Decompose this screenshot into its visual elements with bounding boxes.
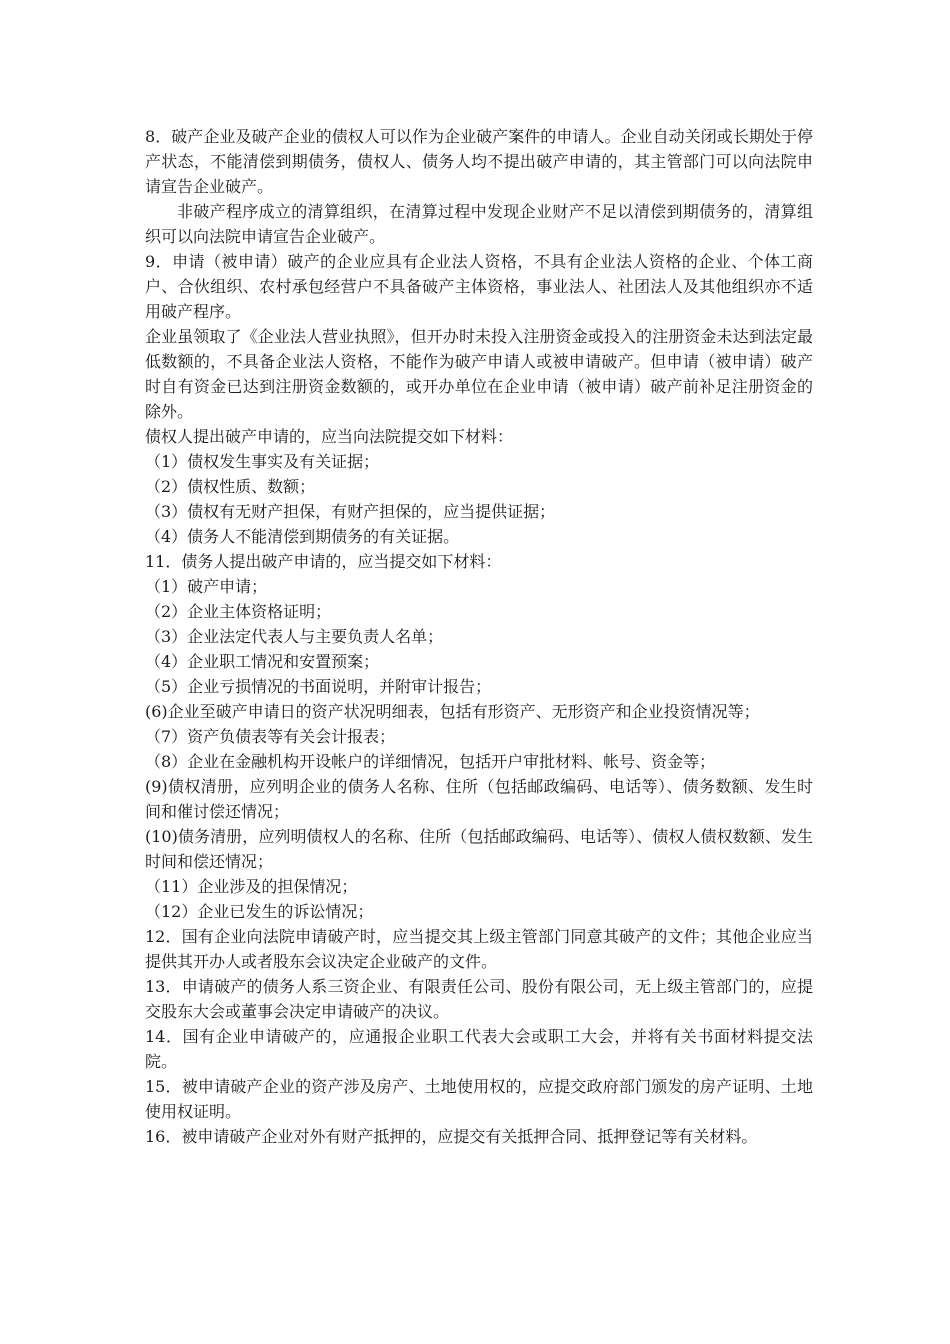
list-item-creditor-1: （1）债权发生事实及有关证据； bbox=[145, 452, 380, 471]
paragraph-item-11: 11．债务人提出破产申请的，应当提交如下材料： bbox=[145, 552, 502, 571]
list-item-debtor-12: （12）企业已发生的诉讼情况； bbox=[145, 902, 374, 921]
list-item-debtor-11: （11）企业涉及的担保情况； bbox=[145, 877, 358, 896]
paragraph-item-9: 9．申请（被申请）破产的企业应具有企业法人资格，不具有企业法人资格的企业、个体工商户、合伙组织、农村承包经营户不具备破产主体资格，事业法人、社团法人及其他组织亦不适用破产程序。 bbox=[145, 252, 813, 321]
list-item-debtor-1: （1）破产申请； bbox=[145, 577, 268, 596]
paragraph-item-13: 13．申请破产的债务人系三资企业、有限责任公司、股份有限公司，无上级主管部门的，应提交股东大会或董事会决定申请破产的决议。 bbox=[145, 977, 813, 1021]
list-item-debtor-10: (10)债务清册，应列明债权人的名称、住所（包括邮政编码、电话等）、债权人债权数额、发生时间和偿还情况； bbox=[145, 827, 813, 871]
paragraph-item-14: 14．国有企业申请破产的，应通报企业职工代表大会或职工大会，并将有关书面材料提交法院。 bbox=[145, 1027, 813, 1071]
paragraph-creditor-materials-intro: 债权人提出破产申请的，应当向法院提交如下材料： bbox=[145, 427, 514, 446]
list-item-debtor-4: （4）企业职工情况和安置预案； bbox=[145, 652, 380, 671]
list-item-debtor-7: （7）资产负债表等有关会计报表； bbox=[145, 727, 396, 746]
paragraph-item-8: 8．破产企业及破产企业的债权人可以作为企业破产案件的申请人。企业自动关闭或长期处于停产状态，不能清偿到期债务，债权人、债务人均不提出破产申请的，其主管部门可以向法院申请宣告企业破产。 bbox=[145, 127, 813, 196]
list-item-debtor-3: （3）企业法定代表人与主要负责人名单； bbox=[145, 627, 444, 646]
list-item-debtor-2: （2）企业主体资格证明； bbox=[145, 602, 332, 621]
list-item-creditor-3: （3）债权有无财产担保，有财产担保的，应当提供证据； bbox=[145, 502, 556, 521]
paragraph-item-12: 12．国有企业向法院申请破产时，应当提交其上级主管部门同意其破产的文件；其他企业应当提供其开办人或者股东会议决定企业破产的文件。 bbox=[145, 927, 813, 971]
list-item-creditor-2: （2）债权性质、数额； bbox=[145, 477, 316, 496]
paragraph-liquidation-org: 非破产程序成立的清算组织，在清算过程中发现企业财产不足以清偿到期债务的，清算组织可以向法院申请宣告企业破产。 bbox=[145, 202, 813, 246]
list-item-debtor-8: （8）企业在金融机构开设帐户的详细情况，包括开户审批材料、帐号、资金等； bbox=[145, 752, 716, 771]
list-item-debtor-9: (9)债权清册，应列明企业的债务人名称、住所（包括邮政编码、电话等）、债务数额、发生时间和催讨偿还情况； bbox=[145, 777, 813, 821]
list-item-debtor-6: (6)企业至破产申请日的资产状况明细表，包括有形资产、无形资产和企业投资情况等； bbox=[145, 702, 760, 721]
list-item-creditor-4: （4）债务人不能清偿到期债务的有关证据。 bbox=[145, 527, 460, 546]
document-body bbox=[145, 124, 813, 1149]
paragraph-business-license: 企业虽领取了《企业法人营业执照》，但开办时未投入注册资金或投入的注册资金未达到法定最低数额的，不具备企业法人资格，不能作为破产申请人或被申请破产。但申请（被申请）破产时自有资金已达到注册资金数额的，或开办单位在企业申请（被申请）破产前补足注册资金的除外。 bbox=[145, 327, 813, 421]
paragraph-item-16: 16．被申请破产企业对外有财产抵押的，应提交有关抵押合同、抵押登记等有关材料。 bbox=[145, 1127, 758, 1146]
paragraph-item-15: 15．被申请破产企业的资产涉及房产、土地使用权的，应提交政府部门颁发的房产证明、土地使用权证明。 bbox=[145, 1077, 813, 1121]
list-item-debtor-5: （5）企业亏损情况的书面说明，并附审计报告； bbox=[145, 677, 492, 696]
